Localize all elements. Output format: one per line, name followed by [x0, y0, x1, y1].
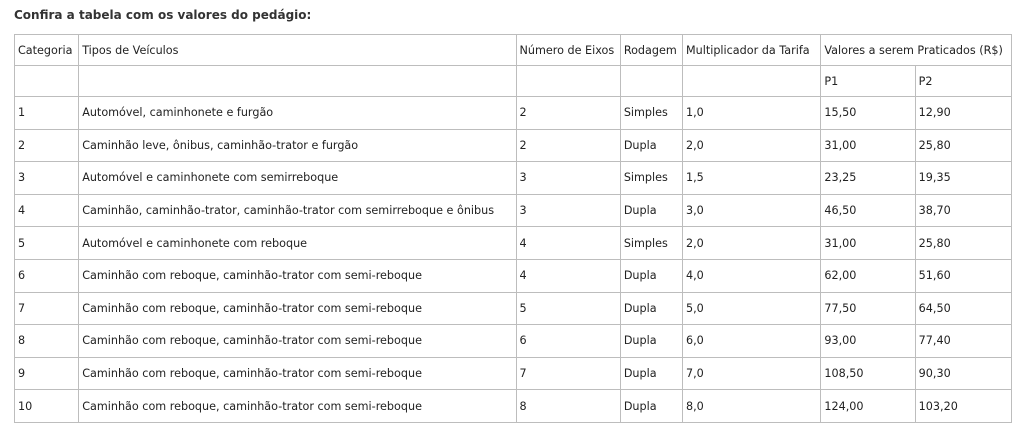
cell-rodagem: Dupla [620, 194, 682, 227]
cell-tipo: Caminhão, caminhão-trator, caminhão-trator com semirreboque e ônibus [79, 194, 516, 227]
cell-categoria: 7 [15, 292, 79, 325]
cell-p2: 77,40 [915, 325, 1011, 358]
cell-categoria: 4 [15, 194, 79, 227]
cell-tipo: Caminhão com reboque, caminhão-trator com semi-reboque [79, 390, 516, 423]
header-rodagem: Rodagem [620, 35, 682, 66]
table-row [15, 390, 1012, 423]
cell-eixos: 2 [516, 129, 620, 162]
cell-p2: 25,80 [915, 227, 1011, 260]
header-eixos: Número de Eixos [516, 35, 620, 66]
header-categoria: Categoria [15, 35, 79, 66]
cell-eixos: 3 [516, 162, 620, 195]
cell-categoria: 6 [15, 259, 79, 292]
cell-p2: 90,30 [915, 357, 1011, 390]
cell-p2: 12,90 [915, 97, 1011, 130]
cell-multiplicador: 6,0 [682, 325, 820, 358]
table-row [15, 227, 1012, 260]
cell-rodagem: Dupla [620, 259, 682, 292]
cell-p2: 38,70 [915, 194, 1011, 227]
header-tipos: Tipos de Veículos [79, 35, 516, 66]
cell-categoria: 8 [15, 325, 79, 358]
cell-categoria: 3 [15, 162, 79, 195]
cell-p2: 103,20 [915, 390, 1011, 423]
cell-categoria: 2 [15, 129, 79, 162]
cell-p1: 93,00 [821, 325, 915, 358]
cell-categoria: 5 [15, 227, 79, 260]
cell-multiplicador: 1,0 [682, 97, 820, 130]
subheader-row [15, 66, 1012, 97]
cell-categoria: 1 [15, 97, 79, 130]
cell-eixos: 2 [516, 97, 620, 130]
cell-p2: 51,60 [915, 259, 1011, 292]
table-row [15, 325, 1012, 358]
cell-tipo: Caminhão com reboque, caminhão-trator com semi-reboque [79, 292, 516, 325]
cell-tipo: Automóvel e caminhonete com semirreboque [79, 162, 516, 195]
cell-tipo: Caminhão com reboque, caminhão-trator com semi-reboque [79, 357, 516, 390]
cell-tipo: Caminhão com reboque, caminhão-trator com semi-reboque [79, 325, 516, 358]
cell-p2: 19,35 [915, 162, 1011, 195]
cell-tipo: Automóvel e caminhonete com reboque [79, 227, 516, 260]
table-row [15, 259, 1012, 292]
cell-rodagem: Dupla [620, 325, 682, 358]
cell-p1: 31,00 [821, 129, 915, 162]
cell-tipo: Caminhão leve, ônibus, caminhão-trator e furgão [79, 129, 516, 162]
cell-eixos: 4 [516, 227, 620, 260]
cell-p1: 108,50 [821, 357, 915, 390]
intro-heading: Confira a tabela com os valores do pedágio: [14, 8, 312, 22]
subheader-empty [79, 66, 516, 97]
cell-eixos: 4 [516, 259, 620, 292]
subheader-empty [15, 66, 79, 97]
cell-p1: 15,50 [821, 97, 915, 130]
subheader-empty [516, 66, 620, 97]
cell-multiplicador: 2,0 [682, 129, 820, 162]
header-valores: Valores a serem Praticados (R$) [821, 35, 1012, 66]
subheader-empty [620, 66, 682, 97]
cell-multiplicador: 3,0 [682, 194, 820, 227]
cell-p1: 31,00 [821, 227, 915, 260]
cell-rodagem: Simples [620, 97, 682, 130]
table-row [15, 357, 1012, 390]
cell-p1: 46,50 [821, 194, 915, 227]
header-row [15, 35, 1012, 66]
cell-rodagem: Dupla [620, 129, 682, 162]
table-row [15, 292, 1012, 325]
cell-multiplicador: 4,0 [682, 259, 820, 292]
cell-categoria: 9 [15, 357, 79, 390]
header-multiplicador: Multiplicador da Tarifa [682, 35, 820, 66]
cell-tipo: Automóvel, caminhonete e furgão [79, 97, 516, 130]
cell-p1: 124,00 [821, 390, 915, 423]
subheader-empty [682, 66, 820, 97]
cell-p1: 77,50 [821, 292, 915, 325]
cell-p1: 23,25 [821, 162, 915, 195]
table-row [15, 194, 1012, 227]
table-row [15, 162, 1012, 195]
cell-p2: 64,50 [915, 292, 1011, 325]
cell-p1: 62,00 [821, 259, 915, 292]
cell-multiplicador: 1,5 [682, 162, 820, 195]
cell-categoria: 10 [15, 390, 79, 423]
cell-eixos: 7 [516, 357, 620, 390]
cell-tipo: Caminhão com reboque, caminhão-trator com semi-reboque [79, 259, 516, 292]
cell-eixos: 3 [516, 194, 620, 227]
cell-eixos: 5 [516, 292, 620, 325]
cell-rodagem: Dupla [620, 292, 682, 325]
cell-rodagem: Simples [620, 162, 682, 195]
header-p1: P1 [821, 66, 915, 97]
table-row [15, 97, 1012, 130]
cell-multiplicador: 7,0 [682, 357, 820, 390]
cell-eixos: 6 [516, 325, 620, 358]
cell-rodagem: Dupla [620, 390, 682, 423]
cell-eixos: 8 [516, 390, 620, 423]
cell-p2: 25,80 [915, 129, 1011, 162]
cell-multiplicador: 2,0 [682, 227, 820, 260]
header-p2: P2 [915, 66, 1011, 97]
cell-rodagem: Dupla [620, 357, 682, 390]
cell-multiplicador: 5,0 [682, 292, 820, 325]
cell-multiplicador: 8,0 [682, 390, 820, 423]
cell-rodagem: Simples [620, 227, 682, 260]
table-row [15, 129, 1012, 162]
toll-table [14, 34, 1012, 423]
